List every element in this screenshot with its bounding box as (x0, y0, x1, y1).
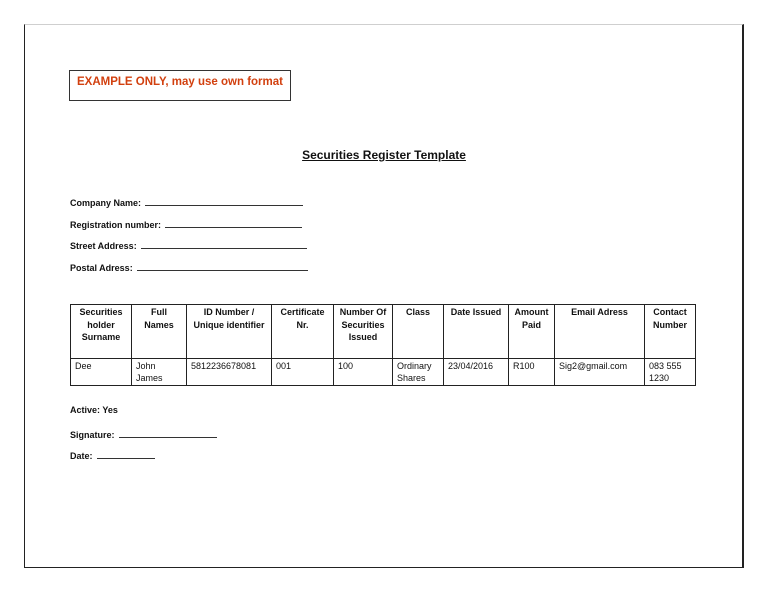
document-title-text: Securities Register Template (302, 148, 466, 162)
header-contact: Contact Number (645, 305, 696, 359)
table-header-row (71, 305, 696, 359)
date-line (97, 449, 155, 459)
cell-contact: 083 555 1230 (645, 359, 696, 386)
company-name-label: Company Name: (70, 198, 142, 208)
securities-register-table (70, 304, 696, 386)
header-date-issued: Date Issued (444, 305, 509, 359)
header-full-names: Full Names (132, 305, 187, 359)
registration-number-line (165, 218, 302, 228)
signature-field (70, 428, 217, 440)
cell-amount-paid: R100 (509, 359, 555, 386)
header-class: Class (393, 305, 444, 359)
street-address-line (141, 239, 307, 249)
header-number-issued: Number Of Securities Issued (334, 305, 393, 359)
signature-label: Signature: (70, 430, 115, 440)
registration-number-field (70, 218, 302, 230)
cell-email: Sig2@gmail.com (555, 359, 645, 386)
cell-certificate: 001 (272, 359, 334, 386)
company-name-field (70, 196, 303, 208)
cell-date-issued: 23/04/2016 (444, 359, 509, 386)
postal-address-line (137, 261, 308, 271)
date-label: Date: (70, 451, 93, 461)
header-surname: Securities holder Surname (71, 305, 132, 359)
company-name-line (145, 196, 303, 206)
street-address-label: Street Address: (70, 241, 137, 251)
table-row (71, 359, 696, 386)
header-amount-paid: Amount Paid (509, 305, 555, 359)
cell-number-issued: 100 (334, 359, 393, 386)
registration-number-label: Registration number: (70, 220, 162, 230)
document-page (24, 24, 744, 568)
active-status: Active: Yes (70, 405, 118, 415)
postal-address-field (70, 261, 308, 273)
header-email: Email Adress (555, 305, 645, 359)
signature-line (119, 428, 217, 438)
date-field (70, 449, 155, 461)
cell-class: Ordinary Shares (393, 359, 444, 386)
example-notice: EXAMPLE ONLY, may use own format (69, 70, 291, 101)
document-title (0, 148, 768, 162)
cell-surname: Dee (71, 359, 132, 386)
header-certificate: Certificate Nr. (272, 305, 334, 359)
cell-id-number: 5812236678081 (187, 359, 272, 386)
cell-full-names: John James (132, 359, 187, 386)
header-id-number: ID Number / Unique identifier (187, 305, 272, 359)
street-address-field (70, 239, 307, 251)
postal-address-label: Postal Adress: (70, 263, 133, 273)
